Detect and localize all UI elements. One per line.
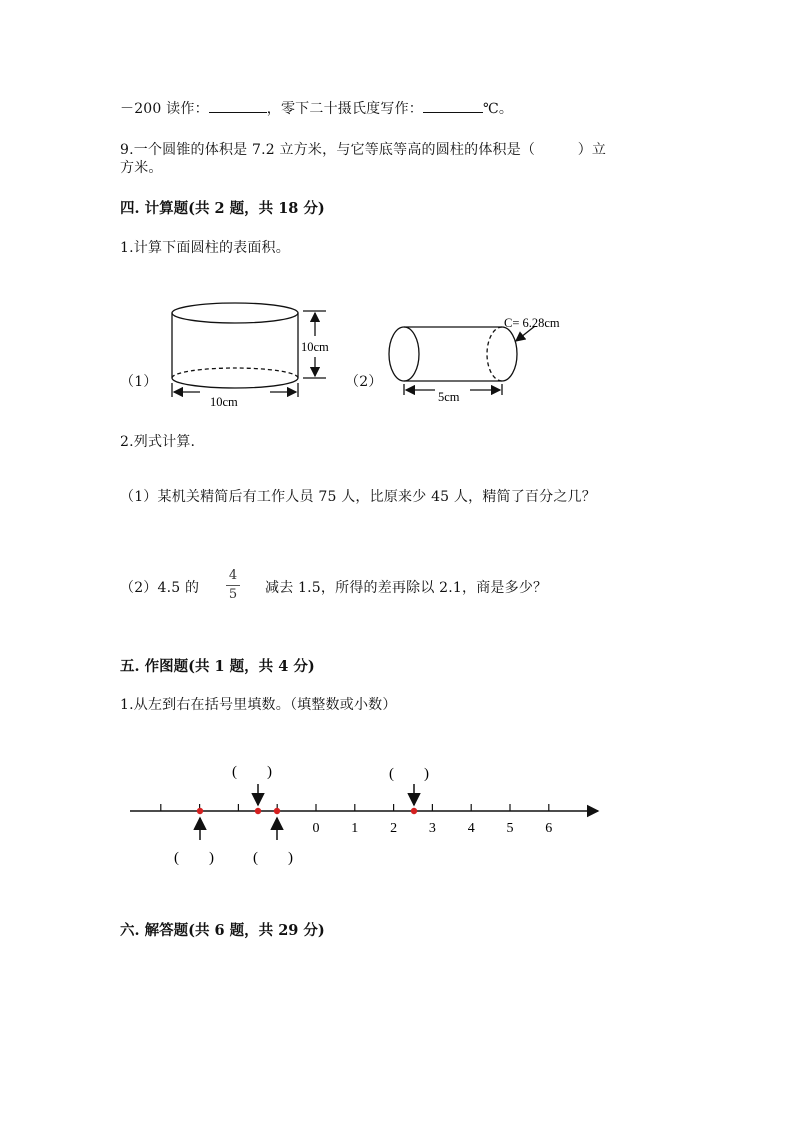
- q9-line2: 方米。: [120, 160, 163, 176]
- tick-label-6: 6: [545, 821, 553, 836]
- bottom-bracket-2[interactable]: ( ): [253, 850, 293, 866]
- q8-blank-2[interactable]: [423, 100, 483, 113]
- section4-q2: 2.列式计算.: [120, 434, 196, 450]
- section4-q2-1: （1）某机关精简后有工作人员 75 人，比原来少 45 人，精简了百分之几？: [120, 489, 596, 505]
- tick-label-1: 1: [351, 821, 359, 836]
- q8-line: [120, 98, 513, 118]
- top-bracket-2[interactable]: ( ): [389, 766, 429, 782]
- section6-title: 六. 解答题(共 6 题，共 29 分): [120, 922, 325, 939]
- fraction-numerator: 4: [228, 568, 238, 583]
- q9-line1: 9.一个圆锥的体积是 7.2 立方米，与它等底等高的圆柱的体积是（ ）立: [120, 142, 607, 158]
- section4-title: 四. 计算题(共 2 题，共 18 分): [120, 200, 325, 217]
- q8-text-3: ℃。: [482, 101, 514, 117]
- tick-label-0: 0: [312, 821, 320, 836]
- fig2-length: 5cm: [438, 390, 460, 404]
- number-line: [0, 755, 794, 875]
- section4-q2-2-prefix: （2）4.5 的: [120, 580, 200, 596]
- tick-label-5: 5: [506, 821, 514, 836]
- section5-title: 五. 作图题(共 1 题，共 4 分): [120, 658, 315, 675]
- bottom-bracket-1[interactable]: ( ): [174, 850, 214, 866]
- fraction-four-fifths: [226, 568, 240, 603]
- fig2-label: （2）: [345, 374, 383, 390]
- q8-text-2: ，零下二十摄氏度写作：: [266, 101, 423, 117]
- cylinder-figures: [0, 290, 794, 420]
- point-c: [274, 808, 280, 814]
- cylinder-2: [389, 326, 535, 395]
- fig1-label: （1）: [120, 374, 158, 390]
- fig2-circumference: C= 6.28cm: [504, 316, 560, 330]
- section4-q1: 1.计算下面圆柱的表面积。: [120, 240, 290, 256]
- tick-label-3: 3: [428, 821, 436, 836]
- point-d: [411, 808, 417, 814]
- section5-q1: 1.从左到右在括号里填数。（填整数或小数）: [120, 697, 397, 713]
- point-b: [255, 808, 261, 814]
- tick-label-2: 2: [390, 821, 398, 836]
- fraction-bar: [226, 585, 240, 586]
- q8-blank-1[interactable]: [209, 100, 267, 113]
- point-a: [197, 808, 203, 814]
- top-bracket-1[interactable]: ( ): [232, 764, 272, 780]
- section4-q2-2-suffix: 减去 1.5，所得的差再除以 2.1，商是多少？: [265, 580, 548, 596]
- fig1-diameter: 10cm: [210, 395, 238, 409]
- tick-label-4: 4: [467, 821, 475, 836]
- fraction-denominator: 5: [228, 587, 238, 602]
- fig1-height: 10cm: [301, 340, 329, 354]
- q8-text-1: －200 读作：: [120, 101, 209, 117]
